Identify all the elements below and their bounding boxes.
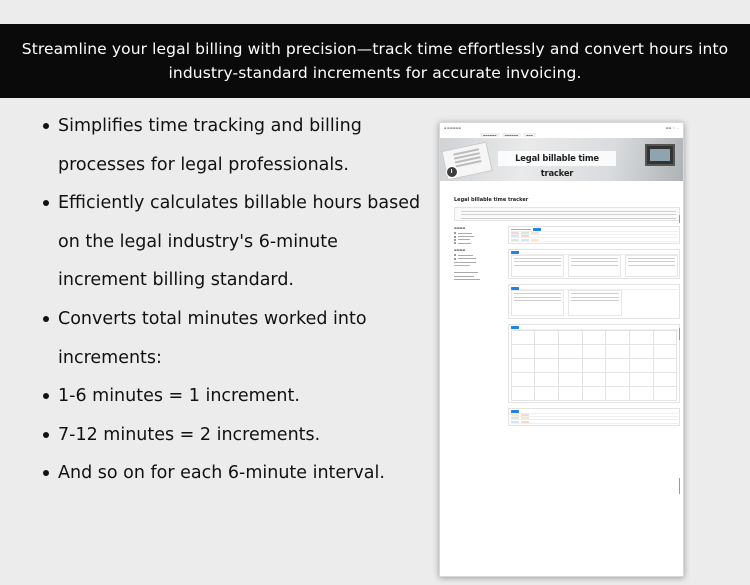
window-bar [440,123,683,132]
tab-placeholder: ▬▬▬ [523,133,536,137]
tab-placeholder: ▬▬▬▬▬▬ [502,133,522,137]
cover-title: Legal billable time tracker [498,151,616,166]
monitor-illustration [645,144,675,166]
quick-capture-panel: ▬▬▬▬ ▬▬▬▬ [454,226,502,431]
clients-board [508,249,680,279]
cover-image [440,138,683,181]
page-content [454,187,680,431]
feature-list [38,107,423,493]
tab-placeholder: ▬▬▬▬▬▬ [480,133,500,137]
feature-item: Efficiently calculates billable hours based on the legal industry's 6-minute increment billing standard. [38,184,423,300]
tasks-table [508,226,680,244]
window-controls: ▬▬ ☆ ⋯ [665,125,679,130]
calendar-view [508,324,680,403]
feature-item: Simplifies time tracking and billing processes for legal professionals. [38,107,423,184]
clock-icon [446,166,458,178]
breadcrumb-placeholder: ▪ ▬▬▬▬▬ [444,125,462,130]
description-callout [454,207,680,221]
feature-item: 1-6 minutes = 1 increment. [38,377,423,416]
scrollbar [679,328,680,340]
time-tracker-board [508,284,680,318]
header-banner [0,24,750,98]
feature-item: 7-12 minutes = 2 increments. [38,416,423,455]
scrollbar [679,478,680,494]
feature-item: And so on for each 6-minute interval. [38,454,423,493]
template-screenshot [439,122,684,577]
notes-table [508,408,680,426]
feature-item: Converts total minutes worked into increments: [38,300,423,377]
page-title: Legal billable time tracker [454,197,529,203]
scrollbar [679,215,680,223]
banner-text: Streamline your legal billing with precision—track time effortlessly and convert hours into industry-standard increments for accurate invoicing. [21,40,729,82]
